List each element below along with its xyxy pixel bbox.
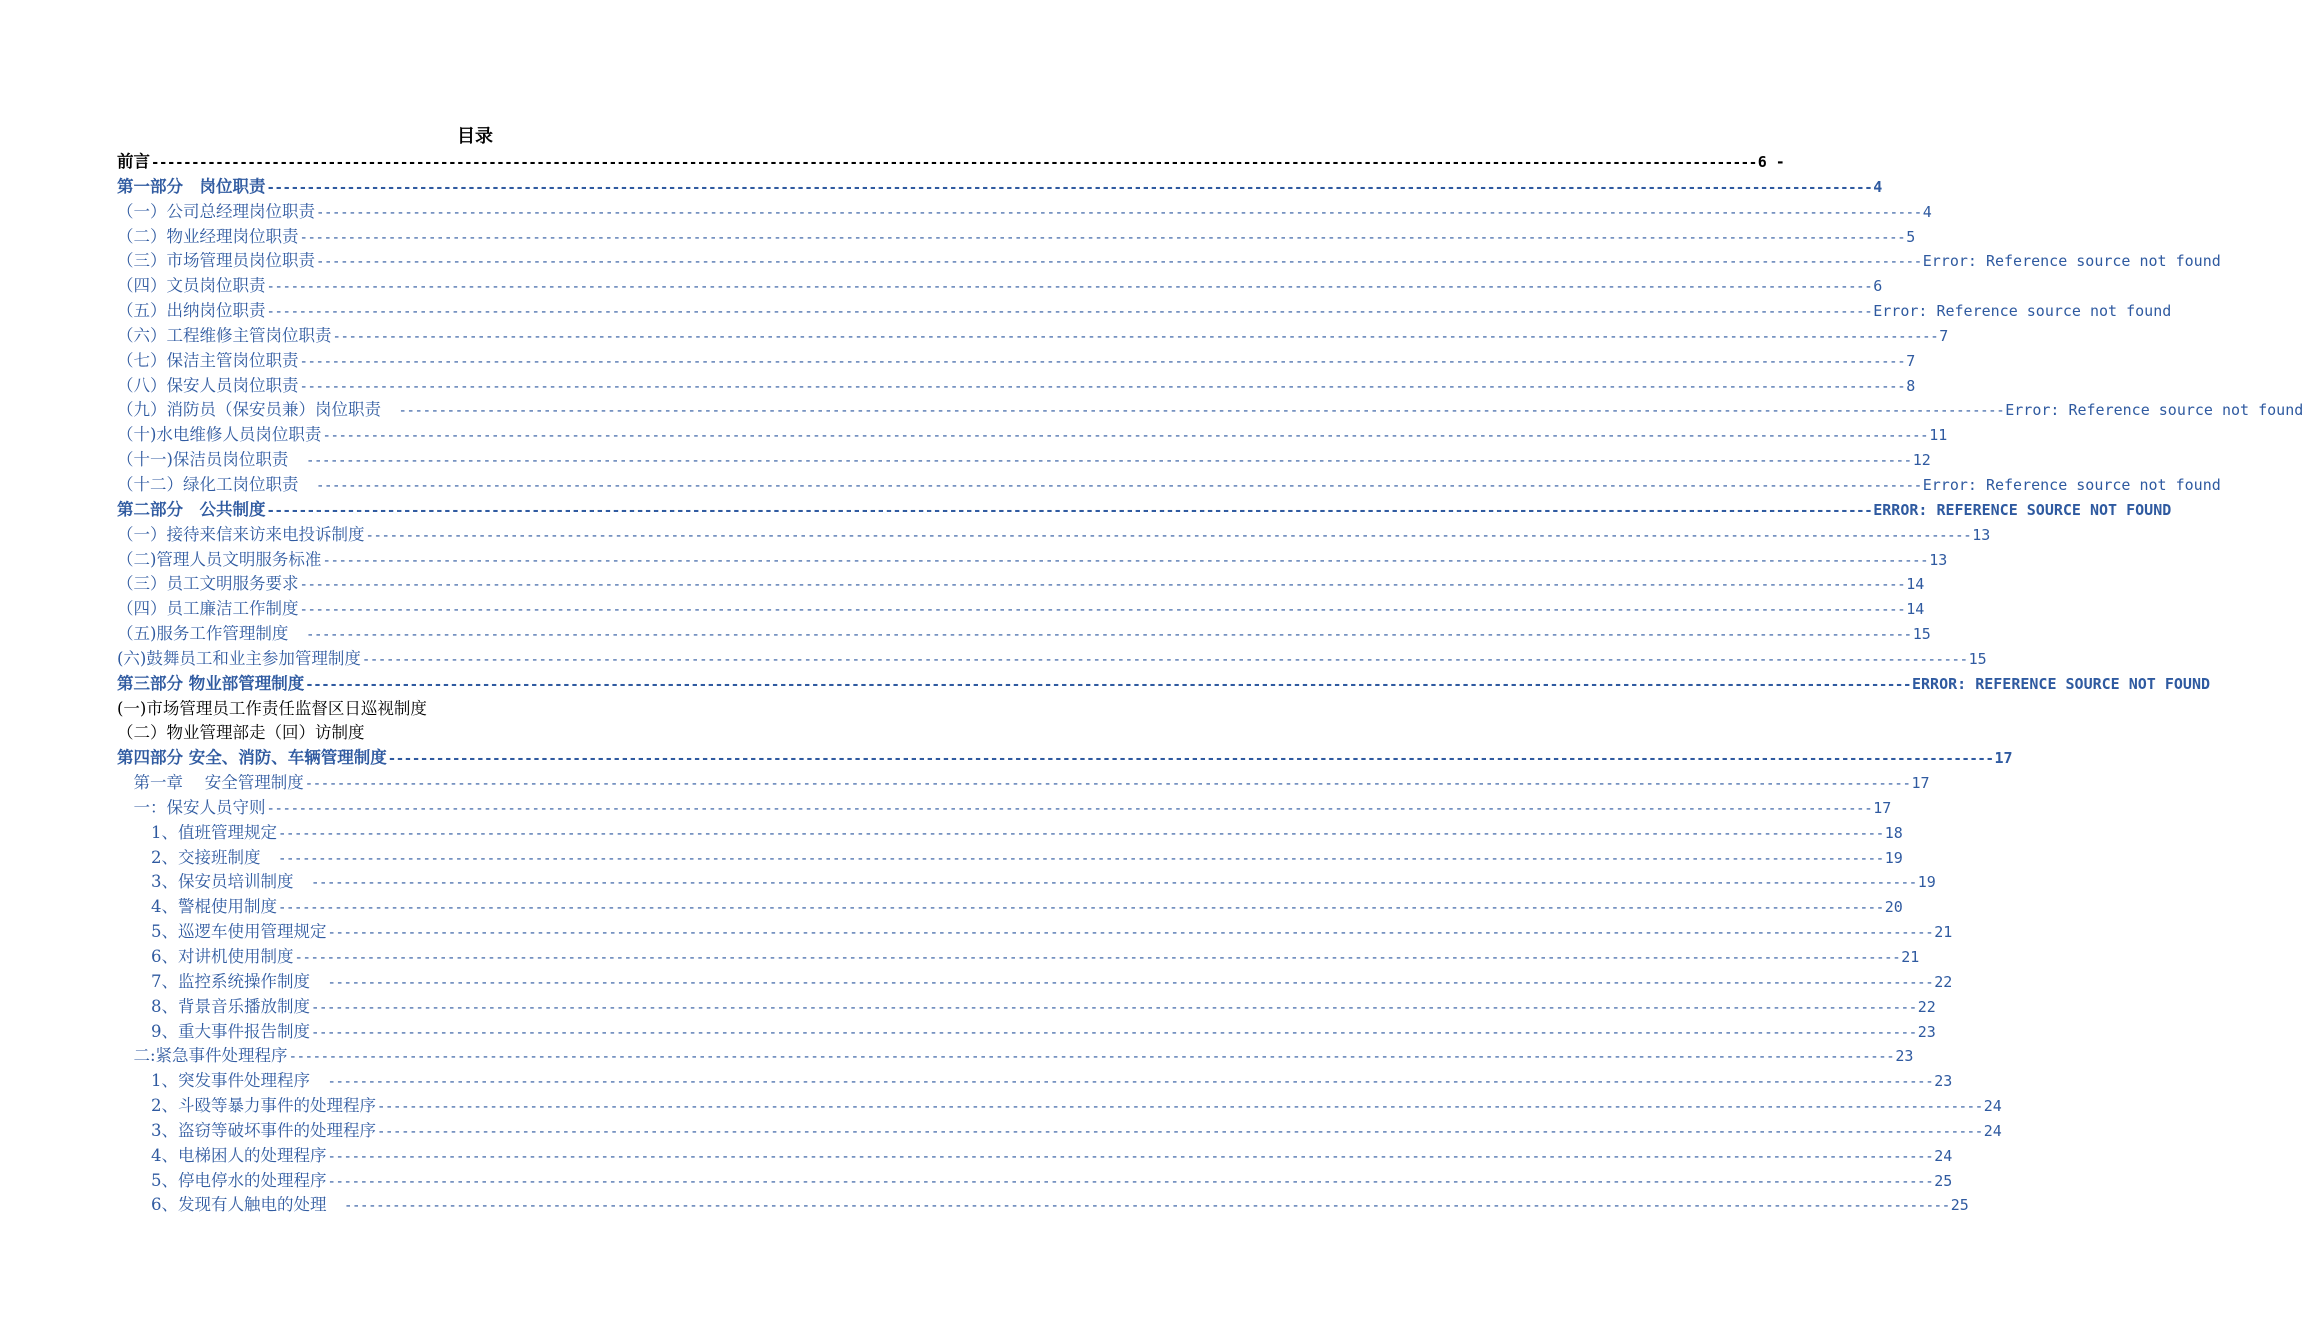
toc-entry-label: 4、电梯困人的处理程序	[151, 1145, 327, 1165]
toc-entry-label: （九）消防员（保安员兼）岗位职责	[117, 400, 398, 420]
toc-entry[interactable]	[117, 473, 2221, 498]
toc-entry-label: （二）物业经理岗位职责	[117, 226, 299, 246]
toc-entry[interactable]	[117, 647, 1987, 672]
toc-entry-page: 19	[1917, 873, 1936, 892]
toc-entry-page: 8	[1906, 376, 1916, 395]
toc-entry-page: 17	[1873, 798, 1892, 817]
toc-leader-dashes: --------------------------------------------------------------------------------------------------------------------------------------------------------------------------------------------------------	[299, 229, 1906, 246]
toc-leader-dashes: --------------------------------------------------------------------------------------------------------------------------------------------------------------------------------------------------------	[327, 1148, 1934, 1165]
toc-entry-label: 3、保安员培训制度	[151, 872, 310, 892]
toc-leader-dashes: --------------------------------------------------------------------------------------------------------------------------------------------------------------------------------------------------------	[332, 328, 1939, 345]
toc-leader-dashes: --------------------------------------------------------------------------------------------------------------------------------------------------------------------------------------------------------	[322, 428, 1929, 445]
toc-entry-page: 18	[1884, 823, 1903, 842]
toc-entry[interactable]	[117, 448, 1931, 473]
toc-entry-page: 17	[1911, 774, 1930, 793]
toc-leader-dashes: --------------------------------------------------------------------------------------------------------------------------------------------------------------------------------------------------------	[266, 800, 1873, 817]
toc-entry-label: (六)鼓舞员工和业主参加管理制度	[117, 648, 361, 668]
toc-leader-dashes: --------------------------------------------------------------------------------------------------------------------------------------------------------------------------------------------------------	[288, 1049, 1895, 1066]
toc-entry-label: 3、盗窃等破坏事件的处理程序	[151, 1120, 376, 1140]
toc-entry-page: Error: Reference source not found	[2005, 401, 2303, 420]
toc-entry-label: （十一)保洁员岗位职责	[117, 450, 305, 470]
toc-leader-dashes: --------------------------------------------------------------------------------------------------------------------------------------------------------------------------------------------------------	[294, 950, 1901, 966]
toc-entry-page: ERROR: REFERENCE SOURCE NOT FOUND	[1873, 500, 2172, 519]
toc-entry-label: （三）市场管理员岗位职责	[117, 251, 315, 271]
toc-entry-label: （六）工程维修主管岗位职责	[117, 325, 332, 345]
toc-leader-dashes: --------------------------------------------------------------------------------------------------------------------------------------------------------------------------------------------------------	[266, 179, 1873, 196]
toc-leader-dashes: --------------------------------------------------------------------------------------------------------------------------------------------------------------------------------------------------------	[316, 254, 1922, 271]
toc-entry-page: 23	[1895, 1047, 1914, 1066]
toc-leader-dashes: --------------------------------------------------------------------------------------------------------------------------------------------------------------------------------------------------------	[266, 304, 1873, 321]
toc-entry-label: 第一章 安全管理制度	[117, 773, 304, 793]
toc-entry-label: 1、突发事件处理程序	[151, 1071, 327, 1091]
toc-entry[interactable]	[117, 796, 1892, 821]
toc-entry-page: 15	[1912, 625, 1931, 644]
toc-entry-label: 一：保安人员守则	[117, 797, 266, 817]
toc-leader-dashes: --------------------------------------------------------------------------------------------------------------------------------------------------------------------------------------------------------	[316, 477, 1922, 494]
toc-leader-dashes: --------------------------------------------------------------------------------------------------------------------------------------------------------------------------------------------------------	[344, 1198, 1950, 1215]
toc-entry[interactable]	[117, 200, 1932, 225]
toc-entry-page: Error: Reference source not found	[1922, 475, 2221, 494]
toc-entry-label: 二:紧急事件处理程序	[117, 1046, 288, 1066]
toc-entry[interactable]	[117, 299, 2172, 324]
toc-entry[interactable]	[117, 249, 2221, 274]
toc-leader-dashes: --------------------------------------------------------------------------------------------------------------------------------------------------------------------------------------------------------	[311, 1024, 1917, 1041]
toc-entry-label: (一)市场管理员工作责任监督区日巡视制度	[117, 698, 427, 718]
toc-entry-label: 前言	[117, 152, 150, 171]
toc-entry[interactable]	[117, 697, 835, 722]
toc-entry-page: 7	[1939, 326, 1949, 345]
toc-entry[interactable]	[117, 1069, 1953, 1094]
toc-leader-dashes: --------------------------------------------------------------------------------------------------------------------------------------------------------------------------------------------------------	[311, 999, 1917, 1016]
toc-entry[interactable]	[117, 622, 1931, 647]
toc-entry-label: 1、值班管理规定	[151, 822, 277, 842]
toc-entry-page: 5	[1906, 227, 1916, 246]
toc-entry[interactable]	[117, 870, 1936, 895]
toc-entry-label: （十)水电维修人员岗位职责	[117, 425, 322, 445]
toc-entry-page: 25	[1934, 1171, 1953, 1190]
toc-entry-page: 6 -	[1757, 153, 1785, 171]
toc-entry[interactable]	[117, 1094, 2002, 1119]
toc-entry-page: 13	[1929, 550, 1948, 569]
toc-entry-label: 7、监控系统操作制度	[151, 971, 327, 991]
toc-entry-label: （十二）绿化工岗位职责	[117, 474, 315, 494]
toc-leader-dashes: --------------------------------------------------------------------------------------------------------------------------------------------------------------------------------------------------------	[365, 527, 1972, 544]
toc-entry-label: （七）保洁主管岗位职责	[117, 350, 299, 370]
toc-entry-label: （二）物业管理部走（回）访制度	[117, 723, 365, 743]
toc-leader-dashes: --------------------------------------------------------------------------------------------------------------------------------------------------------------------------------------------------------	[305, 627, 1912, 644]
toc-leader-dashes: --------------------------------------------------------------------------------------------------------------------------------------------------------------------------------------------------------	[278, 825, 1884, 842]
toc-entry-label: 9、重大事件报告制度	[151, 1021, 310, 1041]
toc-entry-page: Error: Reference source not found	[1873, 302, 2172, 321]
toc-entry[interactable]	[117, 945, 1920, 970]
toc-entry-page: 24	[1983, 1097, 2002, 1116]
toc-entry-page: 24	[1983, 1121, 2002, 1140]
toc-entry-page: 22	[1934, 972, 1953, 991]
toc-entry-page: 15	[1968, 649, 1987, 668]
toc-entry[interactable]	[117, 572, 1925, 597]
toc-entry-label: 6、对讲机使用制度	[151, 947, 294, 966]
toc-entry[interactable]	[117, 1020, 1936, 1045]
toc-entry-page: 12	[1912, 451, 1931, 470]
toc-entry[interactable]	[117, 1193, 1969, 1218]
toc-leader-dashes: --------------------------------------------------------------------------------------------------------------------------------------------------------------------------------------------------------	[304, 776, 1911, 793]
toc-entry-page: 24	[1934, 1146, 1953, 1165]
toc-entry-page: 4	[1873, 177, 1883, 196]
toc-entry[interactable]	[117, 821, 1903, 846]
toc-entry[interactable]	[117, 1044, 1914, 1069]
toc-leader-dashes: --------------------------------------------------------------------------------------------------------------------------------------------------------------------------------------------------------	[327, 1173, 1934, 1190]
toc-entry-page: 14	[1906, 575, 1925, 594]
toc-entry-page: 21	[1901, 948, 1920, 966]
toc-entry-label: 5、巡逻车使用管理规定	[151, 922, 327, 942]
toc-entry-page: 13	[1972, 525, 1991, 544]
toc-entry-page: ERROR: REFERENCE SOURCE NOT FOUND	[1912, 674, 2211, 693]
toc-entry-page: 4	[1922, 202, 1932, 221]
toc-leader-dashes: --------------------------------------------------------------------------------------------------------------------------------------------------------------------------------------------------------	[327, 974, 1934, 991]
toc-entry-label: 6、发现有人触电的处理	[151, 1195, 343, 1215]
toc-entry[interactable]	[117, 1144, 1953, 1169]
toc-leader-dashes: --------------------------------------------------------------------------------------------------------------------------------------------------------------------------------------------------------	[361, 651, 1968, 668]
toc-entry[interactable]	[117, 721, 835, 746]
toc-entry[interactable]	[117, 324, 1949, 349]
toc-leader-dashes: --------------------------------------------------------------------------------------------------------------------------------------------------------------------------------------------------------	[387, 751, 1994, 768]
toc-entry-page: 23	[1934, 1072, 1953, 1091]
toc-leader-dashes: --------------------------------------------------------------------------------------------------------------------------------------------------------------------------------------------------------	[299, 378, 1906, 395]
toc-entry-label: （四）文员岗位职责	[117, 276, 266, 296]
toc-entry-page: 21	[1934, 923, 1953, 942]
toc-entry[interactable]	[117, 150, 1785, 175]
toc-entry[interactable]	[117, 1119, 2002, 1144]
toc-entry[interactable]	[117, 920, 1953, 945]
toc-entry[interactable]	[117, 175, 1883, 200]
toc-leader-dashes: --------------------------------------------------------------------------------------------------------------------------------------------------------------------------------------------------------	[327, 925, 1934, 942]
toc-entry-label: 第三部分 物业部管理制度	[117, 673, 305, 693]
toc-entry-label: （一）公司总经理岗位职责	[117, 201, 315, 221]
toc-entry-label: 2、交接班制度	[151, 847, 277, 867]
toc-entry[interactable]	[117, 970, 1953, 995]
toc-entry-page: 7	[1906, 351, 1916, 370]
toc-entry-page: 17	[1994, 749, 2013, 768]
toc-leader-dashes: --------------------------------------------------------------------------------------------------------------------------------------------------------------------------------------------------------	[398, 403, 2005, 420]
toc-leader-dashes: --------------------------------------------------------------------------------------------------------------------------------------------------------------------------------------------------------	[278, 900, 1884, 917]
toc-entry[interactable]	[117, 225, 1916, 250]
toc-entry-label: （四）员工廉洁工作制度	[117, 599, 299, 619]
toc-leader-dashes: --------------------------------------------------------------------------------------------------------------------------------------------------------------------------------------------------------	[377, 1099, 1983, 1116]
toc-entry-page: 20	[1884, 898, 1903, 917]
toc-entry-label: 2、斗殴等暴力事件的处理程序	[151, 1096, 376, 1116]
toc-entry-page: 11	[1929, 426, 1948, 445]
toc-entry-label: 第一部分 岗位职责	[117, 176, 266, 196]
toc-leader-dashes: --------------------------------------------------------------------------------------------------------------------------------------------------------------------------------------------------------	[316, 204, 1922, 221]
toc-entry[interactable]	[117, 398, 2303, 423]
toc-entry[interactable]	[117, 746, 2013, 771]
toc-leader-dashes: --------------------------------------------------------------------------------------------------------------------------------------------------------------------------------------------------------	[151, 155, 1757, 171]
toc-entry-label: （五）出纳岗位职责	[117, 301, 266, 321]
toc-leader-dashes: --------------------------------------------------------------------------------------------------------------------------------------------------------------------------------------------------------	[299, 353, 1906, 370]
toc-leader-dashes: --------------------------------------------------------------------------------------------------------------------------------------------------------------------------------------------------------	[377, 1123, 1983, 1140]
toc-entry-label: （一）接待来信来访来电投诉制度	[117, 524, 365, 544]
toc-title: 目录	[457, 126, 493, 147]
table-of-contents	[117, 150, 2303, 1218]
toc-entry[interactable]	[117, 523, 1991, 548]
toc-entry-page: Error: Reference source not found	[1922, 252, 2221, 271]
toc-entry-page: 6	[1873, 277, 1883, 296]
toc-entry[interactable]	[117, 423, 1948, 448]
toc-entry[interactable]	[117, 349, 1916, 374]
toc-entry-label: 第二部分 公共制度	[117, 499, 266, 519]
toc-entry-label: 4、警棍使用制度	[151, 897, 277, 917]
toc-entry-page: 14	[1906, 600, 1925, 619]
toc-entry[interactable]	[117, 846, 1903, 871]
toc-entry[interactable]	[117, 498, 2172, 523]
toc-entry[interactable]	[117, 672, 2211, 697]
toc-leader-dashes: --------------------------------------------------------------------------------------------------------------------------------------------------------------------------------------------------------	[305, 453, 1912, 470]
toc-leader-dashes: --------------------------------------------------------------------------------------------------------------------------------------------------------------------------------------------------------	[327, 1074, 1934, 1091]
toc-leader-dashes: --------------------------------------------------------------------------------------------------------------------------------------------------------------------------------------------------------	[278, 850, 1884, 867]
toc-entry-label: 5、停电停水的处理程序	[151, 1170, 327, 1190]
toc-leader-dashes: --------------------------------------------------------------------------------------------------------------------------------------------------------------------------------------------------------	[305, 676, 1911, 693]
toc-leader-dashes: --------------------------------------------------------------------------------------------------------------------------------------------------------------------------------------------------------	[266, 279, 1873, 296]
toc-entry-page: 22	[1917, 997, 1936, 1016]
toc-entry-page: 19	[1884, 848, 1903, 867]
toc-leader-dashes: --------------------------------------------------------------------------------------------------------------------------------------------------------------------------------------------------------	[266, 502, 1873, 519]
toc-entry[interactable]	[117, 895, 1903, 920]
toc-entry[interactable]	[117, 548, 1948, 573]
toc-entry-label: 8、背景音乐播放制度	[151, 996, 310, 1016]
toc-entry[interactable]	[117, 1169, 1953, 1194]
toc-entry-page: 25	[1950, 1196, 1969, 1215]
toc-leader-dashes: --------------------------------------------------------------------------------------------------------------------------------------------------------------------------------------------------------	[299, 577, 1906, 594]
toc-entry[interactable]	[117, 995, 1936, 1020]
toc-leader-dashes: --------------------------------------------------------------------------------------------------------------------------------------------------------------------------------------------------------	[322, 552, 1929, 569]
toc-entry[interactable]	[117, 274, 1883, 299]
toc-entry-label: 第四部分 安全、消防、车辆管理制度	[117, 748, 387, 768]
toc-entry-page: 23	[1917, 1022, 1936, 1041]
toc-leader-dashes: --------------------------------------------------------------------------------------------------------------------------------------------------------------------------------------------------------	[299, 602, 1906, 619]
toc-entry[interactable]	[117, 597, 1925, 622]
toc-entry[interactable]	[117, 771, 1930, 796]
toc-entry-label: （八）保安人员岗位职责	[117, 375, 299, 395]
toc-entry-label: （二)管理人员文明服务标准	[117, 549, 322, 569]
toc-entry-label: （三）员工文明服务要求	[117, 574, 299, 594]
toc-entry-label: （五)服务工作管理制度	[117, 624, 305, 644]
toc-entry[interactable]	[117, 374, 1916, 399]
toc-leader-dashes: --------------------------------------------------------------------------------------------------------------------------------------------------------------------------------------------------------	[311, 875, 1917, 892]
